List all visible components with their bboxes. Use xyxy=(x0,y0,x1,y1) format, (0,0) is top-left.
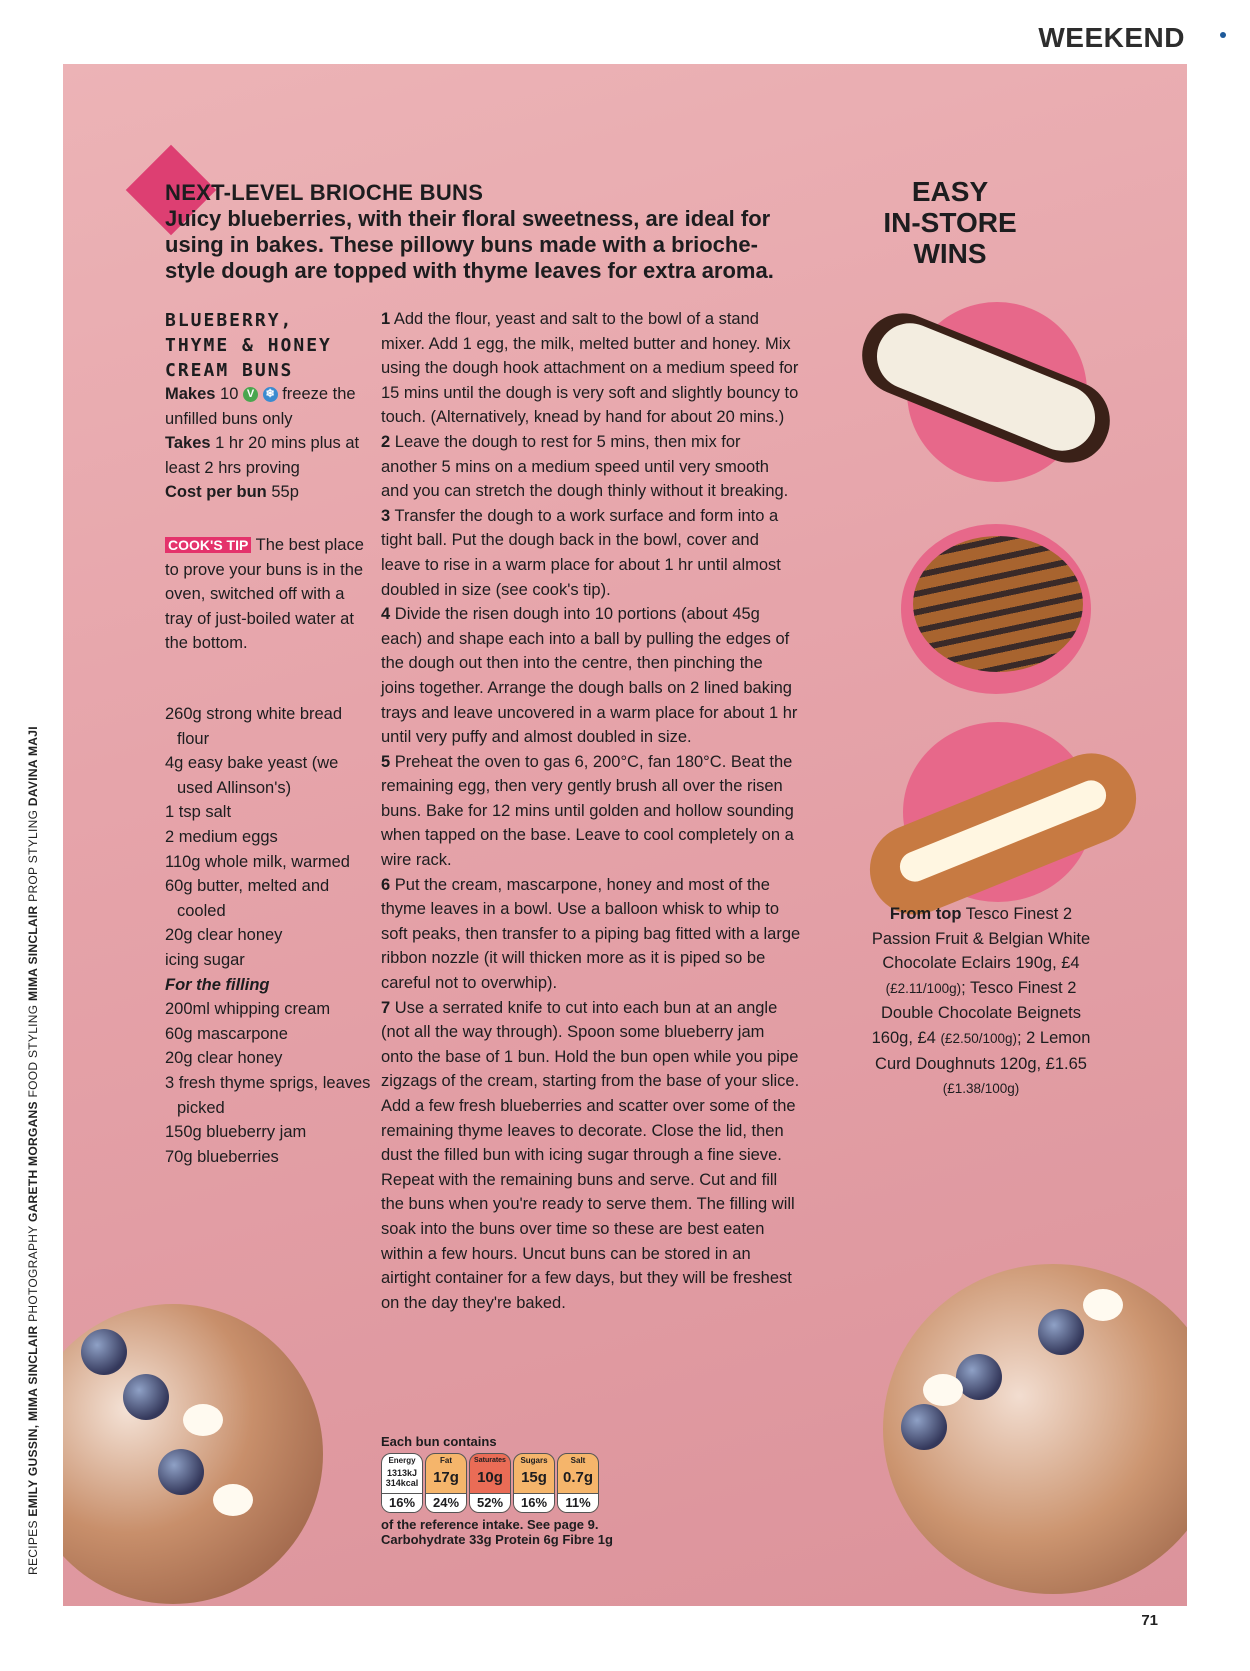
filling-heading: For the filling xyxy=(165,975,270,994)
makes-value: 10 xyxy=(220,385,239,403)
caption-eclairs-unit: (£2.11/100g) xyxy=(885,980,962,996)
method-step xyxy=(381,873,801,996)
vegetarian-icon: V xyxy=(243,387,258,402)
method-step xyxy=(381,602,801,750)
caption-beignets-unit: (£2.50/100g) xyxy=(940,1030,1017,1046)
cream-swirl xyxy=(1083,1289,1123,1321)
step-number: 1 xyxy=(381,310,391,328)
ingredient-item: 110g whole milk, warmed xyxy=(165,852,350,871)
filling-item: 20g clear honey xyxy=(165,1049,283,1068)
filling-item: 200ml whipping cream xyxy=(165,1000,331,1019)
ingredient-item: 20g clear honey xyxy=(165,926,283,945)
nutrition-cell-energy xyxy=(381,1453,423,1513)
step-text: Leave the dough to rest for 5 mins, then mix for another 5 mins on a medium speed until very smooth and you can stretch the dough thinly without it breaking. xyxy=(381,432,789,501)
nutrition-label: Salt xyxy=(570,1456,586,1465)
filling-item: 150g blueberry jam xyxy=(165,1123,307,1142)
recipe-panel xyxy=(63,64,1187,1606)
nutrition-percent: 16% xyxy=(514,1493,554,1512)
ingredient-item: 60g butter, melted and cooled xyxy=(165,877,330,920)
article-kicker: NEXT-LEVEL BRIOCHE BUNS xyxy=(165,180,484,205)
blueberry xyxy=(81,1329,127,1375)
ingredients-list xyxy=(165,702,375,1169)
step-number: 6 xyxy=(381,875,391,894)
cost-value: 55p xyxy=(271,483,299,502)
filling-item: 3 fresh thyme sprigs, leaves picked xyxy=(165,1073,371,1117)
nutrition-value: 17g xyxy=(433,1469,459,1486)
nutrition-value: 1313kJ 314kcal xyxy=(385,1468,419,1488)
credit-name: MIMA SINCLAIR xyxy=(26,905,40,1001)
section-title: WEEKEND xyxy=(1038,22,1185,53)
ingredient-item: 2 medium eggs xyxy=(165,827,278,846)
step-number: 2 xyxy=(381,432,391,451)
step-text: Transfer the dough to a work surface and form into a tight ball. Put the dough back in the bowl, cover and leave to rise in a warm place for about 1 hr until almost doubled in size (see cook's tip). xyxy=(381,506,781,599)
nutrition-cell-fat xyxy=(425,1453,467,1513)
nutrition-extra: Carbohydrate 33g Protein 6g Fibre 1g xyxy=(381,1532,613,1547)
method-step xyxy=(381,996,801,1316)
makes-row xyxy=(165,382,365,431)
credit-name: GARETH MORGANS xyxy=(26,1101,40,1223)
recipe-title-line: BLUEBERRY, xyxy=(165,310,294,331)
section-marker xyxy=(1220,32,1226,38)
cooks-tip xyxy=(165,533,365,656)
beignet-image xyxy=(913,536,1083,672)
recipe-title xyxy=(165,308,332,383)
step-number: 3 xyxy=(381,506,391,525)
credit-name: EMILY GUSSIN, MIMA SINCLAIR xyxy=(26,1325,40,1517)
recipe-title-line: THYME & HONEY xyxy=(165,335,332,356)
recipe-meta xyxy=(165,382,365,505)
nutrition-percent: 52% xyxy=(470,1493,510,1512)
freeze-text: freeze the unfilled buns only xyxy=(165,385,356,428)
credit-role: RECIPES xyxy=(26,1520,40,1575)
nutrition-panel xyxy=(381,1434,641,1547)
cream-swirl xyxy=(183,1404,223,1436)
nutrition-percent: 16% xyxy=(382,1493,422,1512)
step-text: Preheat the oven to gas 6, 200°C, fan 180°C. Beat the remaining egg, then very gently brush all over the risen buns. Bake for 12 mins until golden and hollow sounding when tapped on the base. Leave to cool completely on a wire rack. xyxy=(381,752,794,870)
cost-row xyxy=(165,480,365,505)
nutrition-value: 10g xyxy=(477,1469,503,1486)
step-text: Put the cream, mascarpone, honey and most of the thyme leaves in a bowl. Use a balloon whisk to whip to soft peaks, then transfer to a piping bag fitted with a large ribbon nozzle (it will thicken more as it is piped so be careful not to overwhip). xyxy=(381,875,801,993)
takes-row xyxy=(165,431,365,480)
cost-label: Cost per bun xyxy=(165,483,267,502)
photo-credits xyxy=(26,726,40,1575)
filling-item: 70g blueberries xyxy=(165,1147,279,1166)
step-number: 5 xyxy=(381,752,391,771)
nutrition-label: Fat xyxy=(440,1456,452,1465)
method-step xyxy=(381,307,801,430)
method-step xyxy=(381,430,801,504)
makes-label: Makes xyxy=(165,385,216,403)
article-intro: Juicy blueberries, with their floral sweetness, are ideal for using in bakes. These pillowy buns made with a brioche-style dough are topped with thyme leaves for extra aroma. xyxy=(165,206,774,283)
nutrition-label: Energy xyxy=(388,1456,416,1465)
ingredient-item: 260g strong white bread flour xyxy=(165,705,343,748)
cooks-tip-text: The best place to prove your buns is in the oven, switched off with a tray of just-boiled water at the bottom. xyxy=(165,536,364,653)
takes-value: 1 hr 20 mins plus at least 2 hrs proving xyxy=(165,434,360,477)
method-steps xyxy=(381,307,801,1315)
nutrition-cell-salt xyxy=(557,1453,599,1513)
nutrition-cell-sugars xyxy=(513,1453,555,1513)
nutrition-label: Saturates xyxy=(474,1457,506,1464)
caption-lead: From top xyxy=(889,905,962,923)
ingredient-item: icing sugar xyxy=(165,950,245,969)
nutrition-label: Sugars xyxy=(520,1456,548,1465)
nutrition-title: Each bun contains xyxy=(381,1434,497,1449)
nutrition-value: 15g xyxy=(521,1469,547,1486)
credit-role: PHOTOGRAPHY xyxy=(26,1225,40,1322)
blueberry xyxy=(123,1374,169,1420)
sidebar-title xyxy=(835,176,1065,269)
ingredient-item: 1 tsp salt xyxy=(165,803,232,822)
nutrition-footer: of the reference intake. See page 9. xyxy=(381,1517,599,1532)
credit-role: FOOD STYLING xyxy=(26,1004,40,1098)
page-number: 71 xyxy=(1141,1612,1158,1629)
cream-swirl xyxy=(923,1374,963,1406)
nutrition-percent: 24% xyxy=(426,1493,466,1512)
product-caption xyxy=(863,902,1099,1102)
credit-name: DAVINA MAJI xyxy=(26,726,40,807)
cream-swirl xyxy=(213,1484,253,1516)
recipe-title-line: CREAM BUNS xyxy=(165,360,294,381)
blueberry xyxy=(901,1404,947,1450)
caption-eclairs: Tesco Finest 2 Passion Fruit & Belgian White Chocolate Eclairs 190g, £4 xyxy=(871,905,1091,973)
credit-role: PROP STYLING xyxy=(26,809,40,902)
nutrition-cell-saturates xyxy=(469,1453,511,1513)
sidebar-title-line: IN-STORE xyxy=(883,207,1017,238)
blueberry xyxy=(1038,1309,1084,1355)
blueberry xyxy=(158,1449,204,1495)
step-text: Add the flour, yeast and salt to the bowl of a stand mixer. Add 1 egg, the milk, melted butter and honey. Mix using the dough hook attachment on a medium speed for 15 mins until the dough is very soft and slightly bouncy to touch. (Alternatively, knead by hand for about 20 mins.) xyxy=(381,310,799,427)
caption-doughnuts: ; 2 Lemon Curd Doughnuts 120g, £1.65 xyxy=(875,1028,1091,1073)
takes-label: Takes xyxy=(165,434,211,453)
blueberry xyxy=(956,1354,1002,1400)
nutrition-table xyxy=(381,1453,641,1513)
nutrition-percent: 11% xyxy=(558,1493,598,1512)
ingredient-item: 4g easy bake yeast (we used Allinson's) xyxy=(165,754,339,797)
method-step xyxy=(381,750,801,873)
sidebar-title-line: WINS xyxy=(913,238,987,269)
step-text: Use a serrated knife to cut into each bun at an angle (not all the way through). Spoon some blueberry jam onto the base of 1 bun. Hold the bun open while you pipe zigzags of the cream, starting from the base of your slice. Add a few fresh blueberries and scatter over some of the remaining thyme leaves to decorate. Close the lid, then dust the filled bun with icing sugar through a fine sieve. Repeat with the remaining buns and serve. Cut and fill the buns when you're ready to serve them. The filling will soak into the buns over time so these are best eaten within a few hours. Uncut buns can be stored in an airtight container for a few days, but they will be freshest on the day they're baked. xyxy=(381,998,800,1312)
caption-doughnuts-unit: (£1.38/100g) xyxy=(942,1081,1020,1097)
cooks-tip-badge: COOK'S TIP xyxy=(165,537,251,553)
step-number: 4 xyxy=(381,605,391,624)
nutrition-value: 0.7g xyxy=(562,1469,593,1486)
caption-beignets: ; Tesco Finest 2 Double Chocolate Beignets 160g, £4 xyxy=(871,978,1081,1047)
step-number: 7 xyxy=(381,998,391,1017)
method-step xyxy=(381,504,801,602)
sidebar-title-line: EASY xyxy=(911,176,989,207)
freeze-icon: ❄ xyxy=(263,387,278,402)
filling-item: 60g mascarpone xyxy=(165,1024,288,1043)
step-text: Divide the risen dough into 10 portions (about 45g each) and shape each into a ball by pulling the edges of the dough out then into the centre, then pinching the joins together. Arrange the dough balls on 2 lined baking trays and leave uncovered in a warm place for about 1 hr until very puffy and almost doubled in size. xyxy=(381,605,798,747)
